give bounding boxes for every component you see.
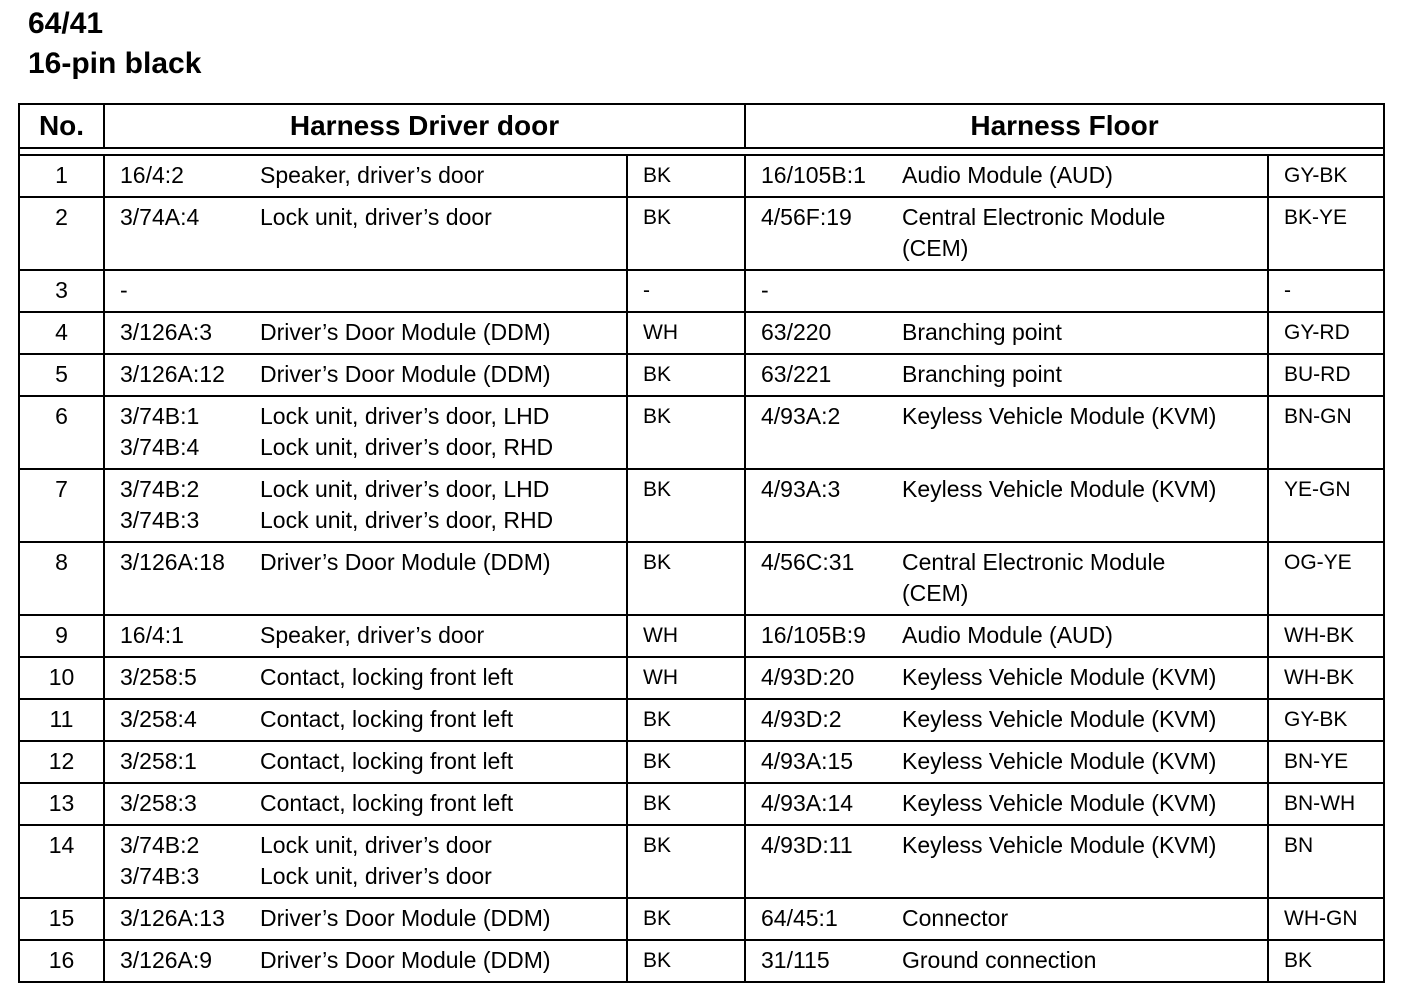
- driver-door-wire-color: BK: [627, 197, 745, 270]
- driver-door-connector-code-line: 3/126A:13: [120, 905, 225, 931]
- driver-door-connector-code: [104, 657, 245, 699]
- pin-number: 12: [19, 741, 104, 783]
- floor-connector-code: [745, 469, 887, 542]
- floor-component-line: Central Electronic Module: [902, 549, 1166, 575]
- floor-component: [887, 396, 1268, 469]
- driver-door-component: [245, 699, 627, 741]
- driver-door-wire-color: BK: [627, 898, 745, 940]
- floor-connector-code-line: 16/105B:9: [761, 622, 866, 648]
- table-row: [19, 783, 1384, 825]
- driver-door-component-line: Contact, locking front left: [260, 706, 514, 732]
- floor-component: [887, 469, 1268, 542]
- table-row: [19, 542, 1384, 615]
- driver-door-connector-code-line: 3/74B:4: [120, 434, 200, 460]
- pin-number: 11: [19, 699, 104, 741]
- floor-component: [887, 354, 1268, 396]
- driver-door-connector-code-line: 3/74B:3: [120, 507, 200, 533]
- driver-door-connector-code: [104, 469, 245, 542]
- pin-number: 9: [19, 615, 104, 657]
- floor-wire-color: -: [1268, 270, 1384, 312]
- driver-door-wire-color: BK: [627, 940, 745, 982]
- table-row: [19, 615, 1384, 657]
- table-row: [19, 699, 1384, 741]
- floor-connector-code-line: 4/93A:14: [761, 790, 854, 816]
- driver-door-connector-code-line: 3/126A:9: [120, 947, 213, 973]
- driver-door-wire-color: BK: [627, 354, 745, 396]
- floor-component: [887, 155, 1268, 197]
- driver-door-connector-code: [104, 542, 245, 615]
- driver-door-connector-code: [104, 396, 245, 469]
- table-row: [19, 940, 1384, 982]
- driver-door-wire-color: BK: [627, 825, 745, 898]
- driver-door-connector-code: [104, 825, 245, 898]
- floor-connector-code: [745, 270, 887, 312]
- driver-door-component: [245, 469, 627, 542]
- driver-door-component: [245, 615, 627, 657]
- driver-door-connector-code-line: 3/258:1: [120, 748, 197, 774]
- pin-number: 10: [19, 657, 104, 699]
- driver-door-wire-color: BK: [627, 741, 745, 783]
- floor-component-line: Audio Module (AUD): [902, 162, 1113, 188]
- driver-door-connector-code-line: 16/4:1: [120, 622, 184, 648]
- floor-connector-code-line: 4/93A:3: [761, 476, 841, 502]
- floor-component-line: Connector: [902, 905, 1009, 931]
- driver-door-component: [245, 940, 627, 982]
- floor-component: [887, 741, 1268, 783]
- driver-door-component-line: Lock unit, driver’s door, RHD: [260, 507, 554, 533]
- pin-number: 13: [19, 783, 104, 825]
- pin-rows: [19, 148, 1384, 982]
- pin-number: 1: [19, 155, 104, 197]
- pin-number: 3: [19, 270, 104, 312]
- driver-door-connector-code-line: 3/126A:3: [120, 319, 213, 345]
- floor-wire-color: YE-GN: [1268, 469, 1384, 542]
- driver-door-connector-code-line: 3/74A:4: [120, 204, 200, 230]
- header-gap: [19, 148, 1384, 155]
- floor-component-line: (CEM): [902, 580, 969, 606]
- table-row: [19, 469, 1384, 542]
- floor-wire-color: GY-RD: [1268, 312, 1384, 354]
- floor-connector-code-line: 4/93A:2: [761, 403, 841, 429]
- floor-connector-code: [745, 898, 887, 940]
- floor-component: [887, 270, 1268, 312]
- driver-door-component-line: Lock unit, driver’s door: [260, 204, 492, 230]
- driver-door-component-line: [260, 275, 626, 306]
- floor-component-line: Branching point: [902, 319, 1062, 345]
- driver-door-component-line: Driver’s Door Module (DDM): [260, 947, 551, 973]
- pin-number: 2: [19, 197, 104, 270]
- floor-component: [887, 783, 1268, 825]
- floor-connector-code-line: 31/115: [761, 947, 830, 973]
- driver-door-component-line: Speaker, driver’s door: [260, 162, 485, 188]
- header-harness-floor: Harness Floor: [745, 104, 1384, 148]
- floor-component: [887, 657, 1268, 699]
- pin-number: 6: [19, 396, 104, 469]
- floor-wire-color: GY-BK: [1268, 699, 1384, 741]
- floor-wire-color: BK: [1268, 940, 1384, 982]
- pin-number: 5: [19, 354, 104, 396]
- driver-door-connector-code: [104, 741, 245, 783]
- floor-connector-code-line: 4/56F:19: [761, 204, 852, 230]
- table-row: [19, 197, 1384, 270]
- floor-component-line: Keyless Vehicle Module (KVM): [902, 664, 1217, 690]
- floor-connector-code-line: 4/93D:2: [761, 706, 842, 732]
- driver-door-component: [245, 825, 627, 898]
- floor-connector-code-line: 4/93D:11: [761, 832, 853, 858]
- driver-door-component: [245, 354, 627, 396]
- header-row: [19, 104, 1384, 148]
- driver-door-connector-code: [104, 615, 245, 657]
- driver-door-component-line: Lock unit, driver’s door: [260, 863, 492, 889]
- floor-connector-code: [745, 542, 887, 615]
- table-row: [19, 657, 1384, 699]
- driver-door-component-line: Lock unit, driver’s door, LHD: [260, 403, 550, 429]
- floor-wire-color: BN: [1268, 825, 1384, 898]
- floor-component-line: [902, 275, 1267, 306]
- driver-door-connector-code: [104, 312, 245, 354]
- driver-door-component-line: Speaker, driver’s door: [260, 622, 485, 648]
- table-row: [19, 396, 1384, 469]
- driver-door-component-line: Driver’s Door Module (DDM): [260, 319, 551, 345]
- floor-component: [887, 615, 1268, 657]
- header-harness-driver-door: Harness Driver door: [104, 104, 745, 148]
- driver-door-component: [245, 657, 627, 699]
- driver-door-component-line: Lock unit, driver’s door: [260, 832, 492, 858]
- driver-door-wire-color: BK: [627, 396, 745, 469]
- table-row: [19, 898, 1384, 940]
- floor-component-line: Central Electronic Module: [902, 204, 1166, 230]
- floor-connector-code: [745, 783, 887, 825]
- floor-connector-code: [745, 354, 887, 396]
- driver-door-connector-code: [104, 783, 245, 825]
- driver-door-wire-color: BK: [627, 699, 745, 741]
- floor-wire-color: BU-RD: [1268, 354, 1384, 396]
- floor-component-line: Keyless Vehicle Module (KVM): [902, 706, 1217, 732]
- driver-door-connector-code: [104, 155, 245, 197]
- driver-door-wire-color: WH: [627, 312, 745, 354]
- floor-component-line: Keyless Vehicle Module (KVM): [902, 403, 1217, 429]
- floor-component: [887, 898, 1268, 940]
- floor-connector-code: [745, 312, 887, 354]
- driver-door-component: [245, 155, 627, 197]
- driver-door-component: [245, 312, 627, 354]
- driver-door-connector-code-line: -: [120, 277, 128, 303]
- driver-door-wire-color: BK: [627, 155, 745, 197]
- floor-component-line: (CEM): [902, 235, 969, 261]
- floor-connector-code: [745, 615, 887, 657]
- connector-id: 64/41: [28, 7, 104, 40]
- driver-door-component: [245, 898, 627, 940]
- pin-number: 8: [19, 542, 104, 615]
- floor-component: [887, 312, 1268, 354]
- floor-component-line: Audio Module (AUD): [902, 622, 1113, 648]
- driver-door-wire-color: BK: [627, 469, 745, 542]
- floor-connector-code-line: 64/45:1: [761, 905, 838, 931]
- floor-connector-code: [745, 197, 887, 270]
- floor-connector-code-line: -: [761, 277, 769, 303]
- floor-wire-color: WH-GN: [1268, 898, 1384, 940]
- floor-connector-code-line: 4/56C:31: [761, 549, 855, 575]
- table-row: [19, 155, 1384, 197]
- table-row: [19, 741, 1384, 783]
- driver-door-connector-code-line: 3/258:3: [120, 790, 197, 816]
- floor-component-line: Branching point: [902, 361, 1062, 387]
- driver-door-connector-code-line: 3/258:5: [120, 664, 197, 690]
- pin-table: [18, 103, 1385, 983]
- driver-door-connector-code: [104, 354, 245, 396]
- floor-wire-color: WH-BK: [1268, 615, 1384, 657]
- driver-door-connector-code-line: 3/74B:2: [120, 476, 200, 502]
- floor-component: [887, 825, 1268, 898]
- driver-door-connector-code: [104, 940, 245, 982]
- floor-connector-code: [745, 940, 887, 982]
- driver-door-wire-color: WH: [627, 657, 745, 699]
- pin-number: 16: [19, 940, 104, 982]
- driver-door-component-line: Driver’s Door Module (DDM): [260, 549, 551, 575]
- driver-door-connector-code-line: 16/4:2: [120, 162, 184, 188]
- driver-door-component: [245, 396, 627, 469]
- driver-door-component: [245, 542, 627, 615]
- pin-number: 4: [19, 312, 104, 354]
- driver-door-connector-code-line: 3/74B:3: [120, 863, 200, 889]
- floor-component-line: Keyless Vehicle Module (KVM): [902, 790, 1217, 816]
- floor-component: [887, 542, 1268, 615]
- driver-door-wire-color: WH: [627, 615, 745, 657]
- floor-connector-code-line: 4/93D:20: [761, 664, 855, 690]
- floor-connector-code: [745, 741, 887, 783]
- table-row: [19, 354, 1384, 396]
- floor-wire-color: BN-WH: [1268, 783, 1384, 825]
- driver-door-connector-code-line: 3/258:4: [120, 706, 197, 732]
- floor-wire-color: BK-YE: [1268, 197, 1384, 270]
- floor-connector-code-line: 16/105B:1: [761, 162, 866, 188]
- driver-door-connector-code-line: 3/74B:2: [120, 832, 200, 858]
- floor-component: [887, 940, 1268, 982]
- floor-component: [887, 197, 1268, 270]
- driver-door-wire-color: -: [627, 270, 745, 312]
- floor-component-line: Ground connection: [902, 947, 1097, 973]
- table-row: [19, 270, 1384, 312]
- driver-door-wire-color: BK: [627, 783, 745, 825]
- driver-door-component-line: Driver’s Door Module (DDM): [260, 905, 551, 931]
- driver-door-component: [245, 783, 627, 825]
- floor-connector-code-line: 63/221: [761, 361, 832, 387]
- pin-number: 15: [19, 898, 104, 940]
- floor-component-line: Keyless Vehicle Module (KVM): [902, 832, 1217, 858]
- floor-wire-color: OG-YE: [1268, 542, 1384, 615]
- floor-connector-code: [745, 825, 887, 898]
- floor-component-line: Keyless Vehicle Module (KVM): [902, 748, 1217, 774]
- driver-door-component-line: Lock unit, driver’s door, LHD: [260, 476, 550, 502]
- driver-door-component-line: Contact, locking front left: [260, 748, 514, 774]
- floor-wire-color: GY-BK: [1268, 155, 1384, 197]
- floor-connector-code-line: 4/93A:15: [761, 748, 854, 774]
- driver-door-wire-color: BK: [627, 542, 745, 615]
- driver-door-connector-code: [104, 699, 245, 741]
- driver-door-component: [245, 197, 627, 270]
- driver-door-connector-code: [104, 197, 245, 270]
- driver-door-connector-code: [104, 898, 245, 940]
- driver-door-component: [245, 270, 627, 312]
- pin-number: 14: [19, 825, 104, 898]
- floor-connector-code-line: 63/220: [761, 319, 832, 345]
- driver-door-component: [245, 741, 627, 783]
- floor-wire-color: BN-YE: [1268, 741, 1384, 783]
- driver-door-component-line: Contact, locking front left: [260, 790, 514, 816]
- driver-door-connector-code-line: 3/74B:1: [120, 403, 200, 429]
- floor-wire-color: BN-GN: [1268, 396, 1384, 469]
- driver-door-component-line: Contact, locking front left: [260, 664, 514, 690]
- floor-connector-code: [745, 657, 887, 699]
- driver-door-connector-code-line: 3/126A:12: [120, 361, 225, 387]
- pin-number: 7: [19, 469, 104, 542]
- driver-door-component-line: Lock unit, driver’s door, RHD: [260, 434, 554, 460]
- connector-title: [28, 4, 201, 84]
- floor-component-line: Keyless Vehicle Module (KVM): [902, 476, 1217, 502]
- driver-door-connector-code-line: 3/126A:18: [120, 549, 225, 575]
- connector-description: 16-pin black: [28, 47, 202, 80]
- floor-wire-color: WH-BK: [1268, 657, 1384, 699]
- table-row: [19, 312, 1384, 354]
- driver-door-component-line: Driver’s Door Module (DDM): [260, 361, 551, 387]
- floor-component: [887, 699, 1268, 741]
- floor-connector-code: [745, 155, 887, 197]
- header-no: No.: [19, 104, 104, 148]
- floor-connector-code: [745, 699, 887, 741]
- floor-connector-code: [745, 396, 887, 469]
- table-row: [19, 825, 1384, 898]
- driver-door-connector-code: [104, 270, 245, 312]
